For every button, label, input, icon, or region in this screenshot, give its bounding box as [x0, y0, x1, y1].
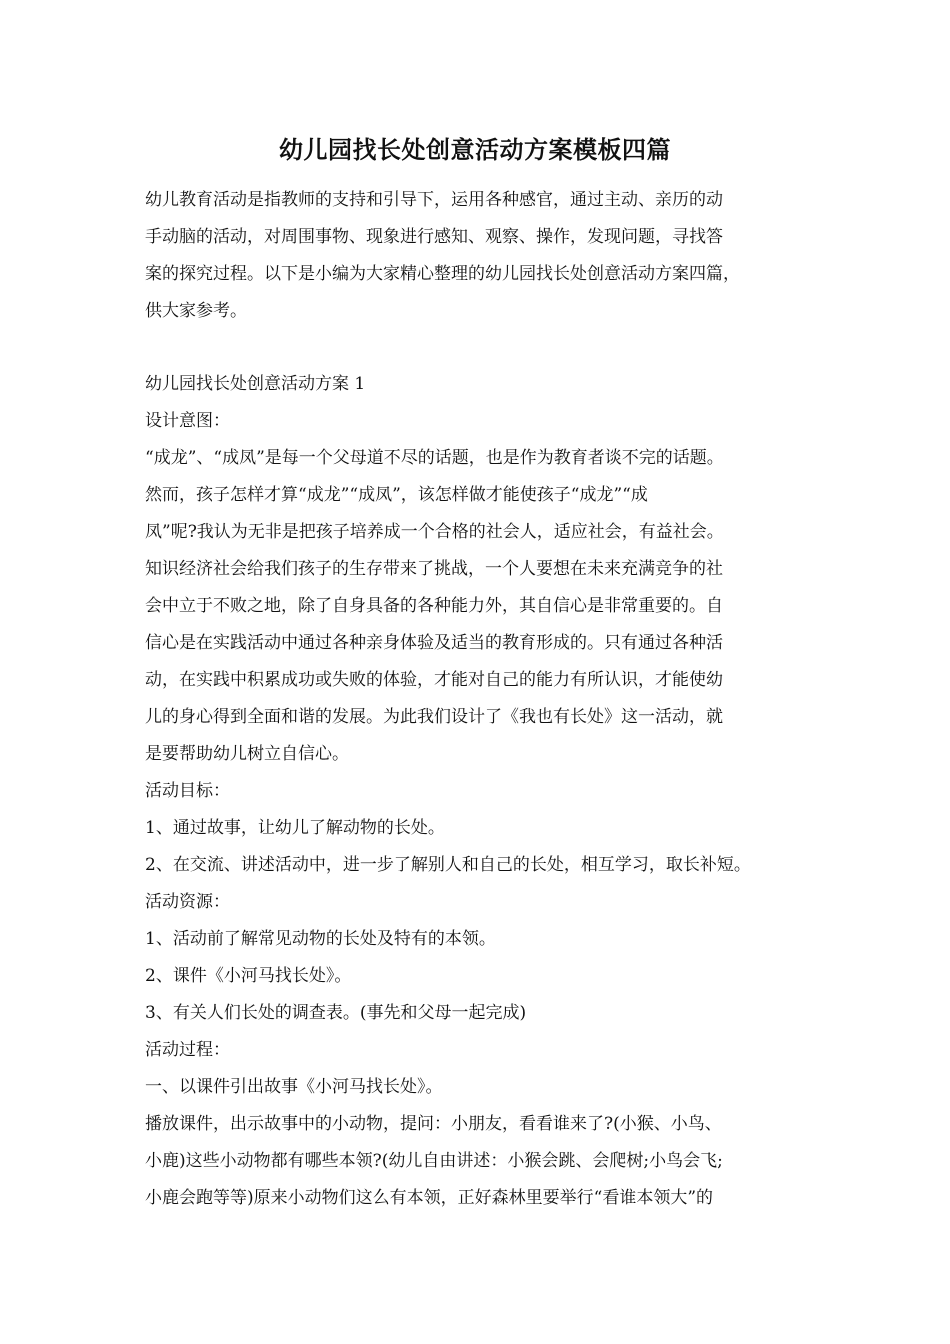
body-line: 动，在实践中积累成功或失败的体验，才能对自己的能力有所认识，才能使幼: [145, 670, 723, 690]
intro-line: 手动脑的活动，对周围事物、现象进行感知、观察、操作，发现问题，寻找答: [145, 227, 723, 247]
intro-line: 案的探究过程。以下是小编为大家精心整理的幼儿园找长处创意活动方案四篇，: [145, 264, 740, 284]
list-item: 3、有关人们长处的调查表。(事先和父母一起完成): [145, 1003, 527, 1023]
body-line: 然而，孩子怎样才算“成龙”“成凤”，该怎样做才能使孩子“成龙”“成: [145, 485, 648, 505]
list-item: 1、活动前了解常见动物的长处及特有的本领。: [145, 929, 496, 949]
body-line: 会中立于不败之地，除了自身具备的各种能力外，其自信心是非常重要的。自: [145, 596, 723, 616]
body-line: 小鹿)这些小动物都有哪些本领?(幼儿自由讲述：小猴会跳、会爬树;小鸟会飞;: [145, 1151, 723, 1171]
intro-line: 幼儿教育活动是指教师的支持和引导下，运用各种感官，通过主动、亲历的动: [145, 190, 723, 210]
list-item: 2、在交流、讲述活动中，进一步了解别人和自己的长处，相互学习，取长补短。: [145, 855, 751, 875]
intro-paragraph: [145, 182, 825, 330]
body-line: 信心是在实践活动中通过各种亲身体验及适当的教育形成的。只有通过各种活: [145, 633, 723, 653]
subheading-goals: 活动目标：: [145, 781, 230, 801]
body-line: 知识经济社会给我们孩子的生存带来了挑战，一个人要想在未来充满竞争的社: [145, 559, 723, 579]
body-line: 儿的身心得到全面和谐的发展。为此我们设计了《我也有长处》这一活动，就: [145, 707, 723, 727]
intro-line: 供大家参考。: [145, 301, 247, 321]
subheading-design-intent: 设计意图：: [145, 411, 230, 431]
document-body: [145, 366, 825, 1217]
list-item: 2、课件《小河马找长处》。: [145, 966, 352, 986]
subheading-process: 活动过程：: [145, 1040, 230, 1060]
list-item: 一、以课件引出故事《小河马找长处》。: [145, 1077, 443, 1097]
document-title: 幼儿园找长处创意活动方案模板四篇: [279, 135, 671, 164]
body-line: “成龙”、“成凤”是每一个父母道不尽的话题，也是作为教育者谈不完的话题。: [145, 448, 724, 468]
body-line: 播放课件，出示故事中的小动物，提问：小朋友，看看谁来了?(小猴、小鸟、: [145, 1114, 722, 1134]
section-heading: 幼儿园找长处创意活动方案 1: [145, 374, 366, 394]
subheading-resources: 活动资源：: [145, 892, 230, 912]
list-item: 1、通过故事，让幼儿了解动物的长处。: [145, 818, 445, 838]
body-line: 小鹿会跑等等)原来小动物们这么有本领，正好森林里要举行“看谁本领大”的: [145, 1188, 714, 1208]
body-line: 是要帮助幼儿树立自信心。: [145, 744, 349, 764]
body-line: 凤”呢?我认为无非是把孩子培养成一个合格的社会人，适应社会，有益社会。: [145, 522, 724, 542]
